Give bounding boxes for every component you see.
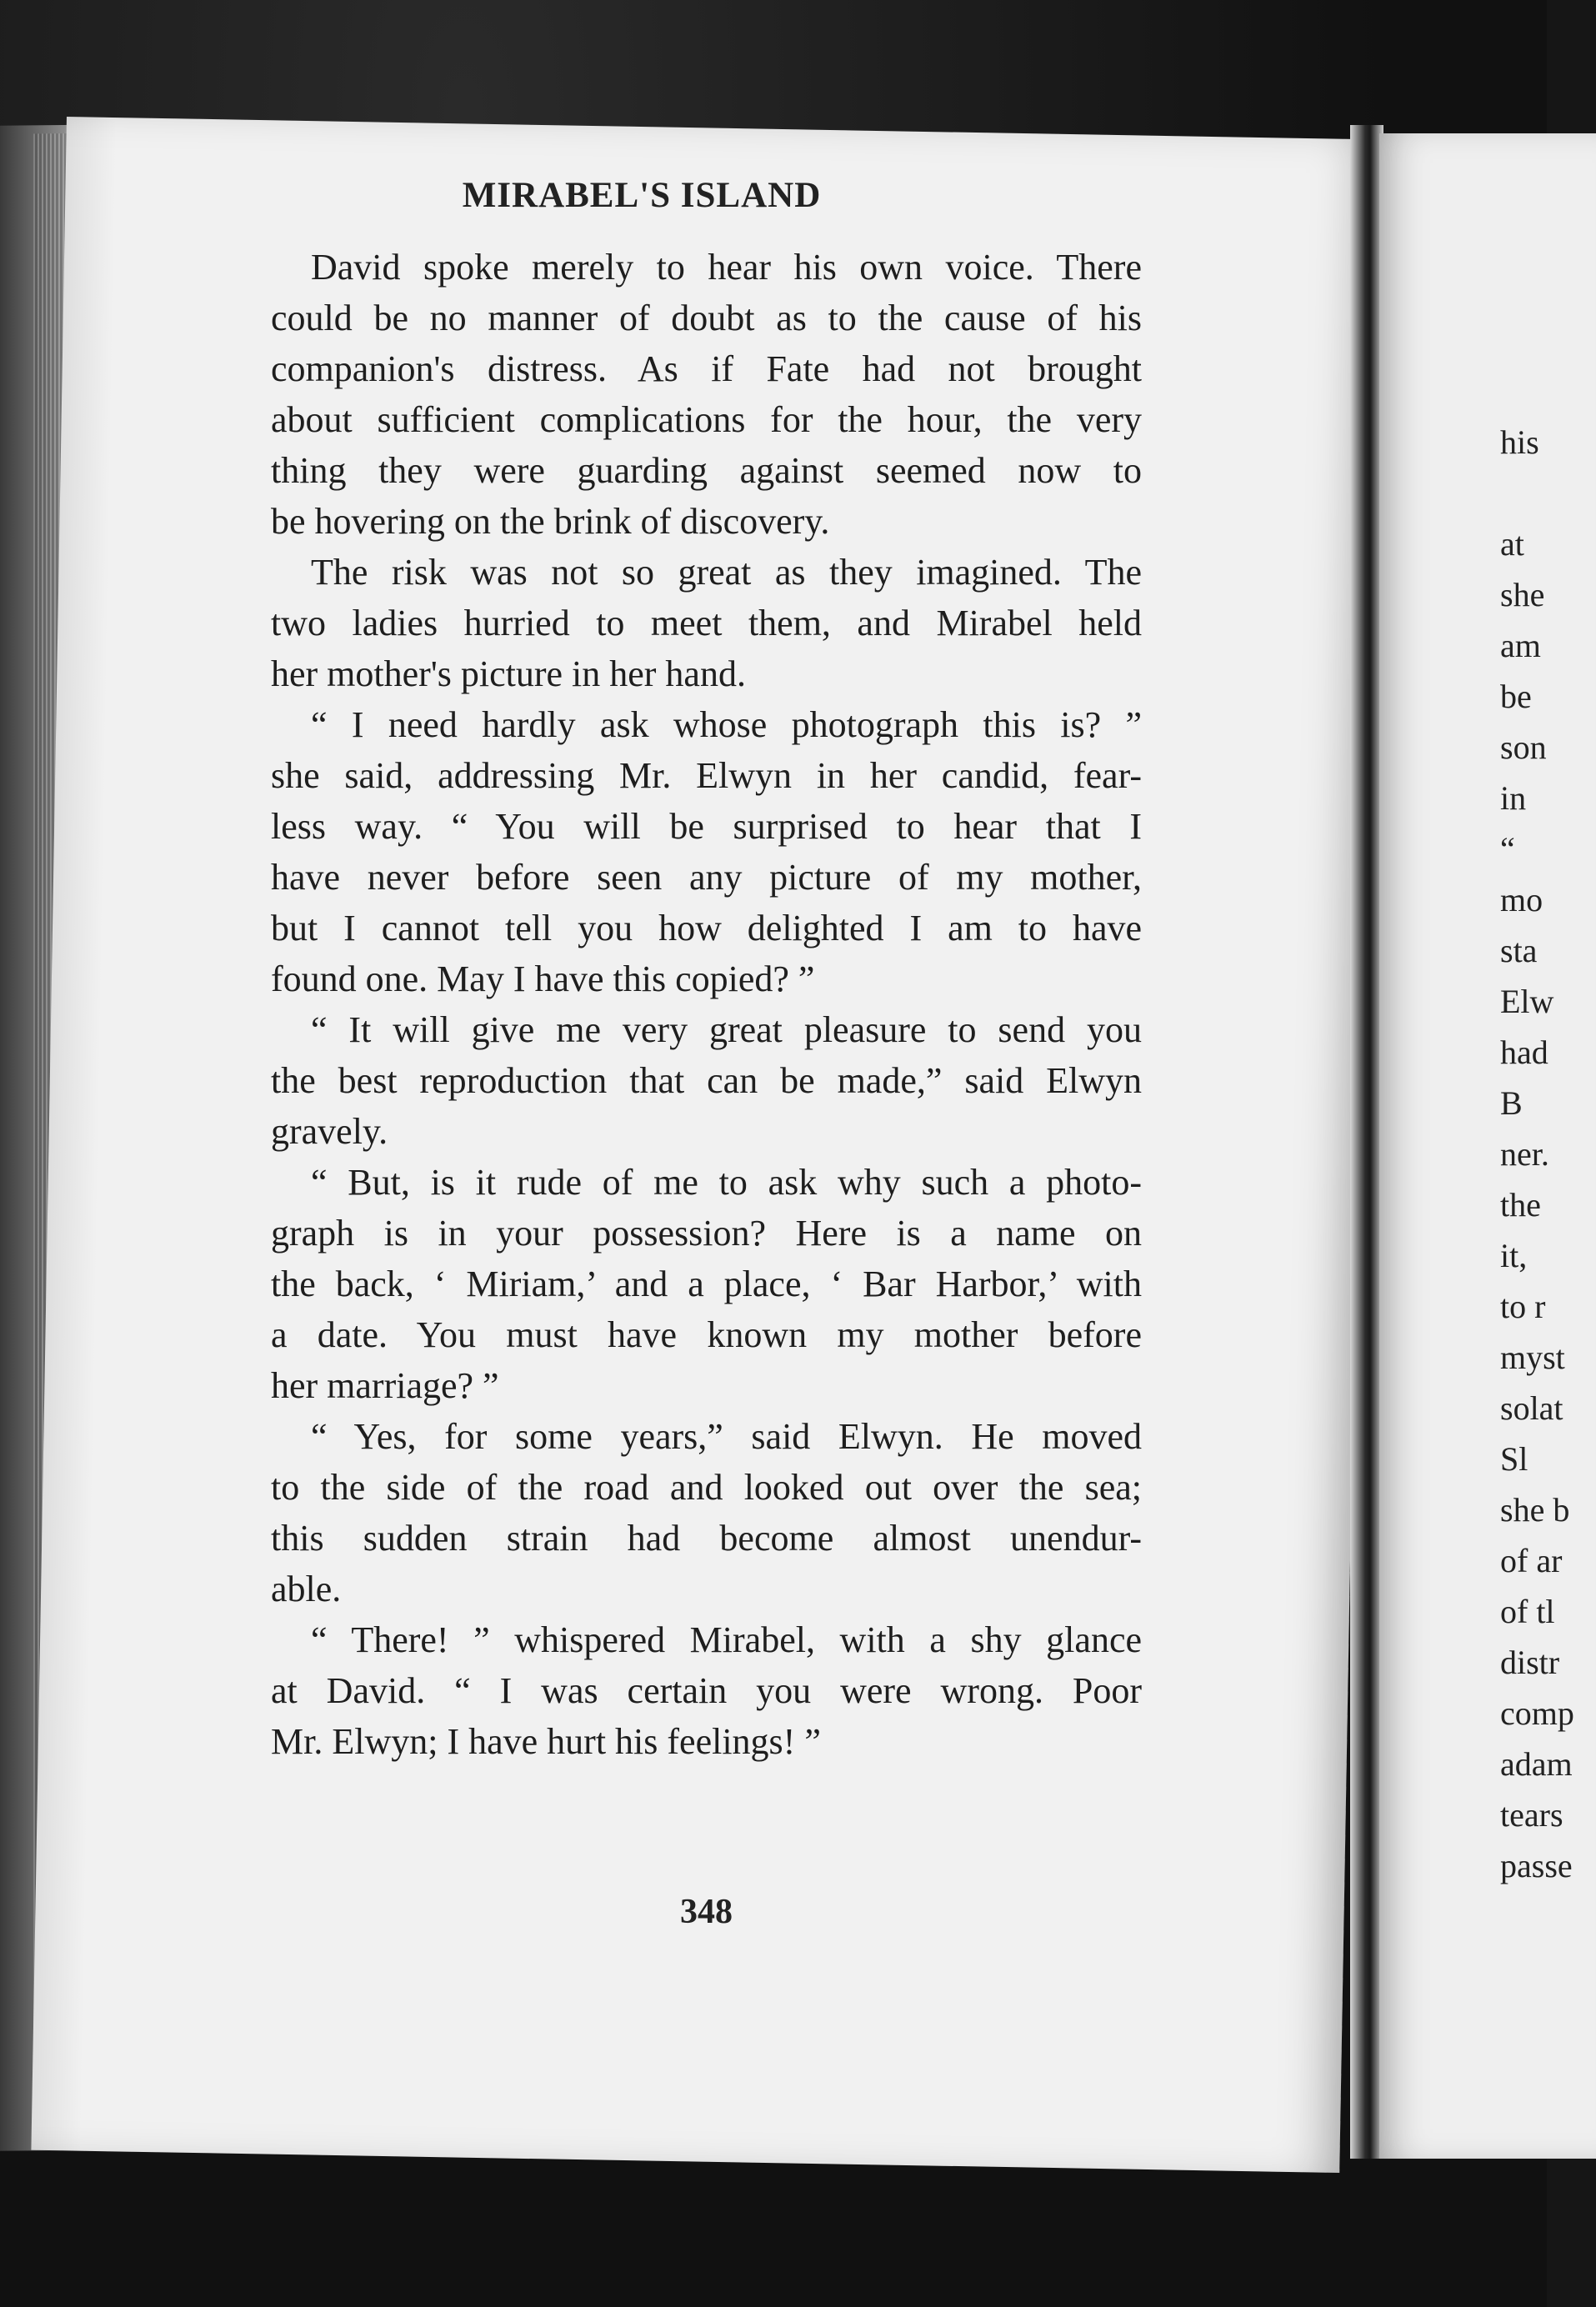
text-line: the back, ‘ Miriam,’ and a place, ‘ Bar Harbor,’ with	[271, 1264, 1142, 1304]
right-page-fragment: had	[1500, 1033, 1548, 1071]
right-page-fragment: of ar	[1500, 1542, 1563, 1579]
paragraph	[271, 242, 1142, 547]
text-line: graph is in your possession? Here is a name on	[271, 1213, 1142, 1254]
text-line: found one. May I have this copied? ”	[271, 958, 815, 999]
right-page-fragment: of tl	[1500, 1593, 1555, 1630]
text-line: at David. “ I was certain you were wrong. Poor	[271, 1670, 1142, 1711]
right-page-fragment	[1500, 468, 1574, 518]
paragraph	[271, 1157, 1142, 1411]
page-number: 348	[680, 1893, 733, 1931]
text-line: to the side of the road and looked out over the sea;	[271, 1467, 1142, 1508]
right-page-fragment: comp	[1500, 1694, 1574, 1732]
text-line: able.	[271, 1569, 342, 1609]
right-page-fragment: be	[1500, 678, 1532, 715]
running-head: MIRABEL'S ISLAND	[462, 176, 822, 215]
text-line: The risk was not so great as they imagined. The	[311, 552, 1142, 593]
text-line: companion's distress. As if Fate had not brought	[271, 348, 1142, 389]
body-text	[271, 242, 1142, 1767]
right-page-fragment: myst	[1500, 1339, 1565, 1376]
paragraph	[271, 1411, 1142, 1614]
text-line: “ I need hardly ask whose photograph this is? ”	[311, 704, 1142, 745]
right-page-fragment: in	[1500, 779, 1527, 817]
text-line: “ There! ” whispered Mirabel, with a shy glance	[311, 1619, 1142, 1660]
right-page-fragment: tears	[1500, 1796, 1563, 1834]
right-page-fragment: adam	[1500, 1745, 1573, 1783]
right-page-fragment: son	[1500, 728, 1547, 766]
text-line: about sufficient complications for the hour, the very	[271, 399, 1142, 440]
text-line: thing they were guarding against seemed now to	[271, 450, 1142, 491]
text-line: David spoke merely to hear his own voice. There	[311, 247, 1142, 288]
right-page-fragment: Sl	[1500, 1440, 1528, 1478]
paragraph	[271, 1004, 1142, 1157]
right-page-fragment: “	[1500, 830, 1515, 868]
right-page-fragment: sta	[1500, 932, 1538, 969]
text-line: the best reproduction that can be made,” said Elwyn	[271, 1060, 1142, 1101]
right-page-fragment: ner.	[1500, 1135, 1549, 1173]
paragraph	[271, 699, 1142, 1004]
text-line: she said, addressing Mr. Elwyn in her candid, fear-	[271, 755, 1142, 796]
right-page-fragment: Elw	[1500, 983, 1554, 1020]
right-page-fragment: his	[1500, 423, 1539, 461]
paragraph	[271, 1614, 1142, 1767]
text-line: her mother's picture in her hand.	[271, 653, 746, 694]
text-line: but I cannot tell you how delighted I am to have	[271, 908, 1142, 948]
text-line: could be no manner of doubt as to the cause of his	[271, 298, 1142, 338]
right-page-fragment: it,	[1500, 1237, 1528, 1274]
text-line: “ Yes, for some years,” said Elwyn. He moved	[311, 1416, 1142, 1457]
right-page-fragment: passe	[1500, 1847, 1573, 1884]
text-line: this sudden strain had become almost unendur-	[271, 1518, 1142, 1559]
right-page-fragment: she b	[1500, 1491, 1570, 1529]
text-line: gravely.	[271, 1111, 388, 1152]
text-line: have never before seen any picture of my mother,	[271, 857, 1142, 898]
right-page-text-fragments	[1500, 417, 1574, 1891]
text-line: “ It will give me very great pleasure to send you	[311, 1009, 1142, 1050]
text-line: a date. You must have known my mother before	[271, 1314, 1142, 1355]
text-line: less way. “ You will be surprised to hear that I	[271, 806, 1142, 847]
right-page-fragment: at	[1500, 525, 1524, 563]
text-line: “ But, is it rude of me to ask why such a photo-	[311, 1162, 1142, 1203]
right-page-fragment: the	[1500, 1186, 1541, 1224]
right-page-fragment: she	[1500, 576, 1545, 613]
right-page-fragment: mo	[1500, 881, 1543, 918]
text-line: be hovering on the brink of discovery.	[271, 501, 830, 542]
right-page-fragment: solat	[1500, 1389, 1563, 1427]
right-page-fragment: distr	[1500, 1644, 1560, 1681]
right-page-fragment: to r	[1500, 1288, 1546, 1325]
paragraph	[271, 547, 1142, 699]
text-line: Mr. Elwyn; I have hurt his feelings! ”	[271, 1721, 821, 1762]
right-page-fragment: B	[1500, 1084, 1523, 1122]
text-line: two ladies hurried to meet them, and Mirabel held	[271, 603, 1142, 643]
right-page-fragment: am	[1500, 627, 1541, 664]
text-line: her marriage? ”	[271, 1365, 499, 1406]
